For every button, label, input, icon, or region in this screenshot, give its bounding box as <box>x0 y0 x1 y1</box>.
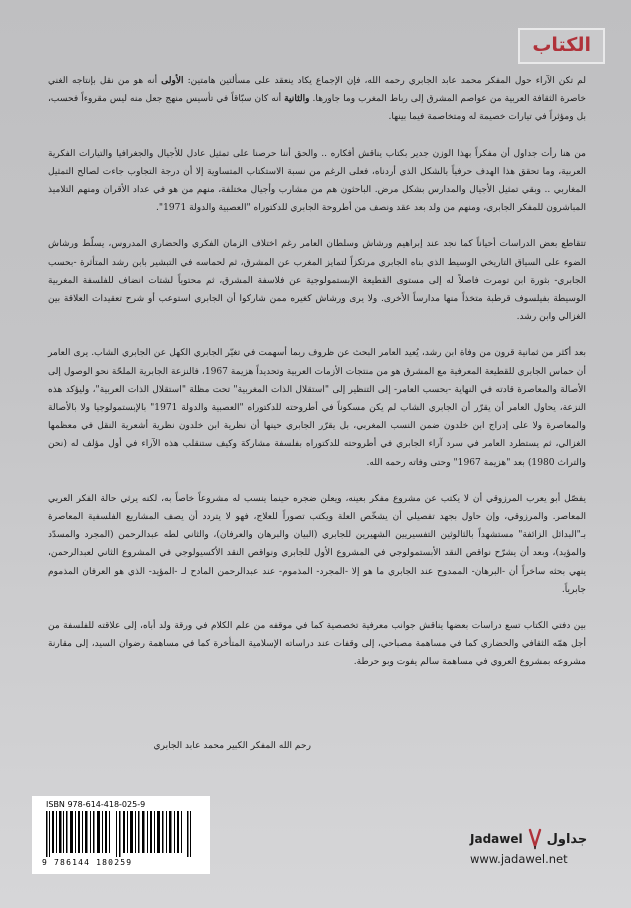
publisher-logo <box>470 828 600 866</box>
paragraph-1 <box>48 72 586 127</box>
publisher-name-latin: Jadawel <box>470 832 523 846</box>
publisher-mark-icon <box>527 828 543 850</box>
barcode-icon <box>44 811 198 857</box>
paragraph-6: بين دفتي الكتاب تسع دراسات بعضها يناقش جوانب معرفية تخصصية كما في موقفه من علم الكلام في ورقة ولد أباه، إلى علاقته للفلسفة من أجل همّه الثقافي والحضاري كما في مساهمة مصباحي، إلى وقفات عند دراساته الإسلامية المتأخرة كما في مساهمة رضوان السيد، إلى مقارنة مشروعه بمشروع العروي في مساهمة سالم يفوت وبو حرطة. <box>48 621 586 668</box>
barcode-number: 9 786144 180259 <box>42 858 133 867</box>
blurb-text <box>48 72 586 690</box>
paragraph-1-lead: لم تكن الآراء حول المفكر محمد عابد الجابري رحمه الله، فإن الإجماع يكاد ينعقد على مسألتين هامتين: <box>183 76 586 86</box>
paragraph-4: بعد أكثر من ثمانية قرون من وفاة ابن رشد، يُعيد العامر البحث عن ظروف ربما أسهمت في تغيّر الجابري الكهل عن الجابري الشاب. يرى العامر أن حماس الجابري للقطيعة المعرفية مع المشرق هو من منتجات الأزمات العربية وتحديداً هزيمة 1967، فالنزعة الجابرية الملحّة نحو الوصول إلى الأصالة والمعاصرة قادته في النهاية -بحسب العامر- إلى التنظير إلى "استقلال الذات المغربية" تحت مظلة "استقلال الذات العربية"، وليؤكد هذه النزعة، يحاول العامر أن يقرّر أن الجابري الشاب لم يكن مسكوناً في أطروحته للدكتوراه "العصبية والدولة 1971" بالإبستمولوجيا ولا بالأصالة والمعاصرة ولا على إدراج ابن خلدون ضمن النسب المغربي، بل يقرّر الجابري حينها أن نظرية ابن خلدون نظرية أشعرية النقل في معظمها الغزالي، ثم يستطرد العامر في سرد آراء الجابري في أطروحته للدكتوراه بفلسفة مشاركة وكيف ستنقلب هذه الآراء في أول مؤلف له (نحن والتراث 1980) بعد "هزيمة 1967" وحتى وفاته رحمه الله. <box>48 348 586 468</box>
section-title: الكتاب <box>518 28 605 64</box>
paragraph-3: تتقاطع بعض الدراسات أحياناً كما نجد عند إبراهيم ورشاش وسلطان العامر رغم اختلاف الزمان الفكري والحضاري المدروس، يسلّط ورشاش الضوء على السياق التاريخي الوسيط الذي بناه الجابري مرتكزاً لتمايز المغرب عن المشرق، ثم لحماسه في التبشير بابن رشد المتأثرة -بحسب الجابري- بثورة ابن تومرت فاصلاً له إلى مستوى القطيعة الإبستمولوجية عن فلاسفة المشرق، ثم محتوياً لشتات انضاف للفلسفة المغربية الوسيطة بفيلسوف قرطبة متخذاً منها مدارساً الأخرى. ولا يرى ورشاش كغيره ممن شاركوا أن الجابري استوعب أو شرح تعقيدات العلاقة بين الغزالي وابن رشد. <box>48 239 586 323</box>
publisher-name-arabic: جداول <box>546 831 588 847</box>
signature-line: رحم الله المفكر الكبير محمد عابد الجابري <box>153 741 311 751</box>
paragraph-1-first-point: الأولى <box>161 75 184 86</box>
publisher-url[interactable]: www.jadawel.net <box>470 852 568 866</box>
paragraph-1-mid: أنه هو من نقل بإنتاجه الغني خاصرة الثقافة العربية من عواصم المشرق إلى رباط المغرب وما جاورها. <box>48 76 586 105</box>
isbn-label: ISBN 978-614-418-025-9 <box>46 800 146 809</box>
paragraph-5: يفصّل أبو يعرب المرزوقي أن لا يكتب عن مشروع مفكر بعينه، ويعلن ضجره حينما ينسب له مشروعاً خاصاً به، لكنه يرثي حالة الفكر العربي المعاصر. والمرزوقي، وإن حاول بجهد تفصيلي أن يشخّص العلة ويكتب تصوراً للعلاج، فهو لا يتردد أن يصف المشاريع الفلسفية المعاصرة بـ"البدائل الزائفة" مستشهداً بالثالوثين التفسيريين الشهيرين للجابري (البيان والبرهان والعرفان)، والثاني لطه عبدالرحمن (المجرد والمسدّد والمؤيد)، وبعد أن يشرّح نواقص النقد الأبستمولوجي في المشروع الأول للجابري ونواقص النقد الأكسيولوجي في المشروع الثاني لعبدالرحمن، ينهي بحثه ساخراً أن -البرهان- الممدوح عند الجابري ما هو إلا -المجرد- المذموم- عند عبدالرحمن المادح لـ -المؤيد- الذي هو العرفان المذموم جابرياً. <box>48 493 586 595</box>
paragraph-1-tail: أنه كان سبّاقاً في تأسيس منهج جعل منه ليس مقروءاً فحسب، بل ومؤثراً في تيارات خصيمة له ومتخاصمة فيما بينها. <box>48 94 586 123</box>
barcode-panel <box>32 796 210 874</box>
paragraph-1-second-point: والثانية <box>284 93 310 105</box>
paragraph-2: من هنا رأت جداول أن مفكراً بهذا الوزن جدير بكتاب يناقش أفكاره .. والحق أننا حرصنا على تمثيل عادل للأجيال والجغرافيا والتيارات الفكرية العربية، وما تحقق هذا الهدف حرفياً بالشكل الذي أردناه، فعلى الرغم من نسبة الاستكتاب المتساوية إلا أن درجة التجاوب جاءت لصالح التمثيل المغاربي .. وبقي تمثيل الأجيال والمدارس بشكل مرض. الباحثون هم من مشارب وأجيال مختلفة، منهم من هو في عداد الأقران ومنهم التلاميذ المباشرون للمفكر الجابري، ومنهم من ولد بعد عقد ونصف من أطروحة الجابري للدكتوراه "العصبية والدولة 1971". <box>48 148 586 214</box>
